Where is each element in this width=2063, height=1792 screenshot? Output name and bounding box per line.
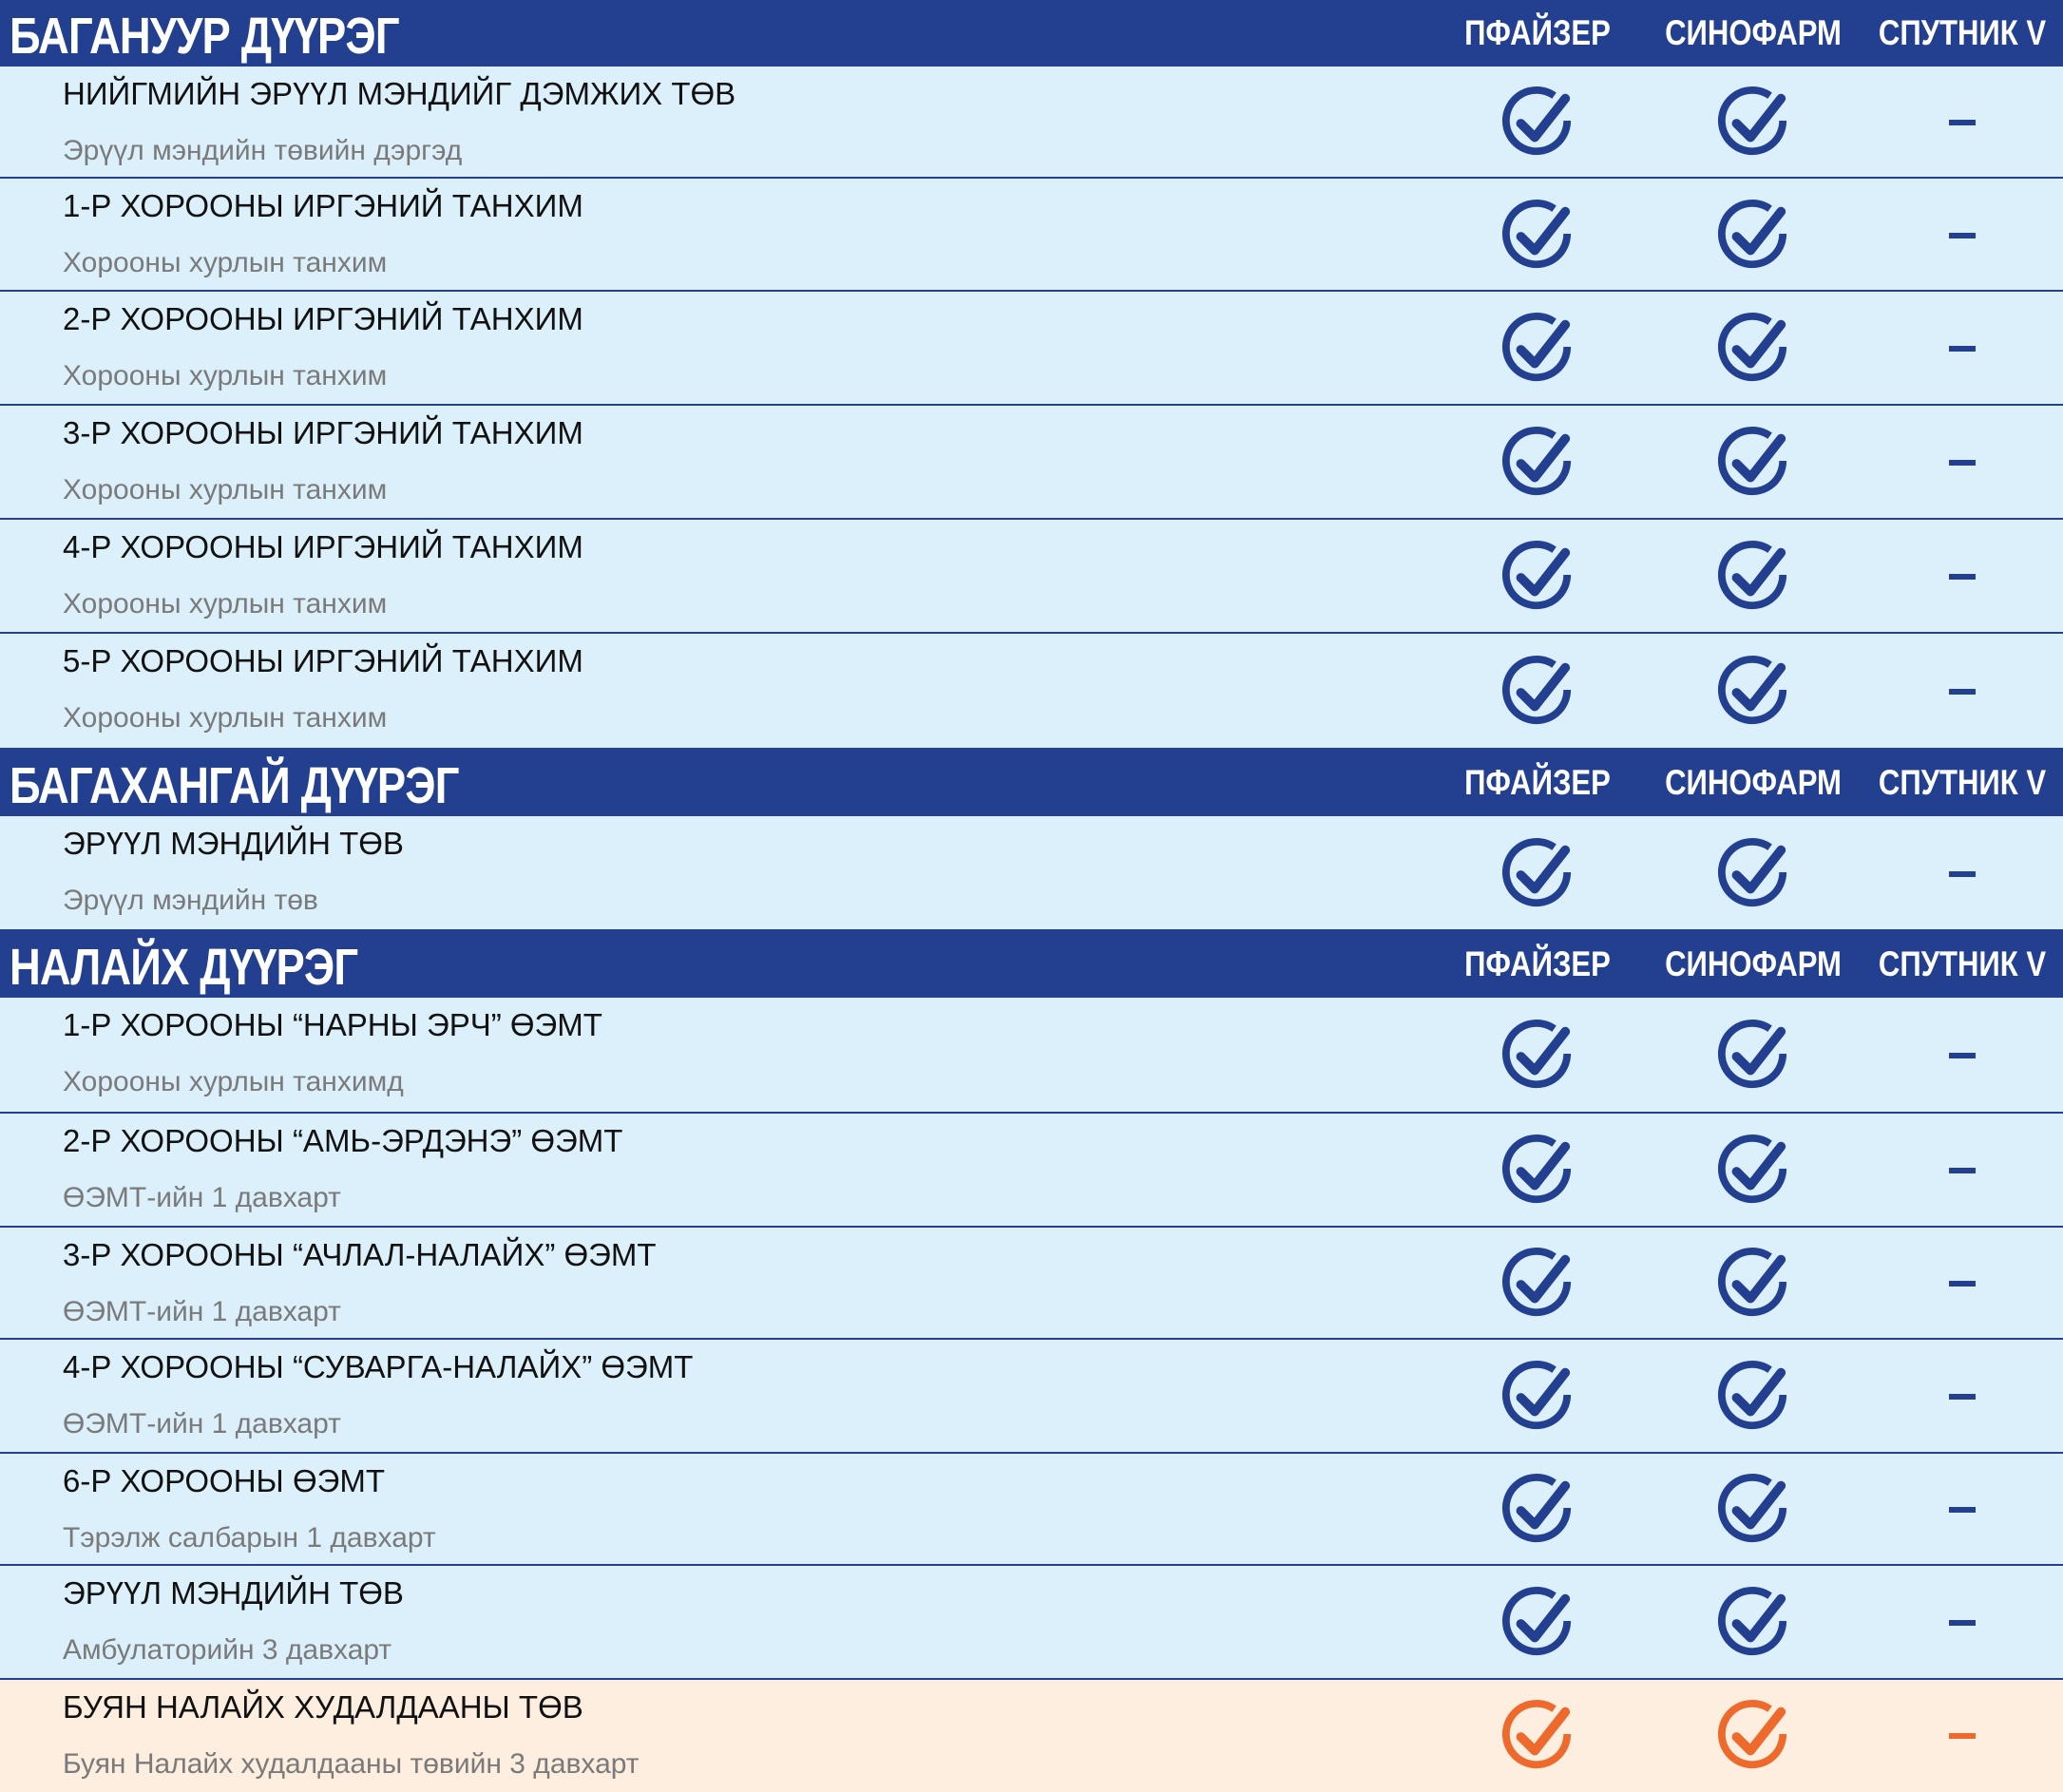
- check-circle-icon: [1716, 199, 1790, 273]
- vaccine-column-header: ПФАЙЗЕР: [1464, 763, 1611, 802]
- vaccine-column-header: ПФАЙЗЕР: [1464, 944, 1611, 983]
- site-name: 2-Р ХОРООНЫ ИРГЭНИЙ ТАНХИМ: [63, 301, 583, 336]
- check-circle-icon: [1500, 1247, 1575, 1321]
- vaccine-column-header: СПУТНИК V: [1878, 13, 2047, 52]
- check-circle-icon: [1716, 1134, 1790, 1208]
- dash-icon: [1949, 1507, 1976, 1513]
- check-circle-icon: [1500, 1134, 1575, 1208]
- site-location: Эрүүл мэндийн төвийн дэргэд: [63, 135, 463, 166]
- check-circle-icon: [1500, 655, 1575, 729]
- vaccine-column-header: СПУТНИК V: [1878, 763, 2047, 802]
- table-row: [0, 634, 2063, 750]
- site-name: 1-Р ХОРООНЫ ИРГЭНИЙ ТАНХИМ: [63, 188, 583, 223]
- table-row: [0, 179, 2063, 292]
- table-row: [0, 406, 2063, 520]
- dash-icon: [1949, 233, 1976, 238]
- site-location: Хорооны хурлын танхим: [63, 474, 388, 505]
- table-row: [0, 292, 2063, 406]
- site-name: 1-Р ХОРООНЫ “НАРНЫ ЭРЧ” ӨЭМТ: [63, 1007, 602, 1042]
- district-header: [0, 0, 2063, 67]
- check-circle-icon: [1500, 540, 1575, 614]
- check-circle-icon: [1500, 1699, 1575, 1773]
- table-row: [0, 1340, 2063, 1454]
- dash-icon: [1949, 1168, 1976, 1173]
- dash-icon: [1949, 1394, 1976, 1400]
- table-row: [0, 520, 2063, 634]
- table-row: [0, 67, 2063, 179]
- site-location: Хорооны хурлын танхим: [63, 247, 388, 278]
- dash-icon: [1949, 346, 1976, 352]
- check-circle-icon: [1500, 86, 1575, 160]
- check-circle-icon: [1500, 312, 1575, 386]
- dash-icon: [1949, 460, 1976, 466]
- check-circle-icon: [1500, 426, 1575, 500]
- dash-icon: [1949, 574, 1976, 580]
- table-row: [0, 1454, 2063, 1566]
- site-name: ЭРҮҮЛ МЭНДИЙН ТӨВ: [63, 1575, 404, 1611]
- site-name: 5-Р ХОРООНЫ ИРГЭНИЙ ТАНХИМ: [63, 643, 583, 678]
- site-location: Хорооны хурлын танхим: [63, 588, 388, 620]
- dash-icon: [1949, 1281, 1976, 1287]
- check-circle-icon: [1716, 837, 1790, 911]
- check-circle-icon: [1500, 1473, 1575, 1547]
- check-circle-icon: [1716, 426, 1790, 500]
- table-row: [0, 816, 2063, 931]
- site-location: Буян Налайх худалдааны төвийн 3 давхарт: [63, 1748, 640, 1780]
- table-row: [0, 1228, 2063, 1340]
- dash-icon: [1949, 689, 1976, 695]
- check-circle-icon: [1716, 86, 1790, 160]
- site-name: БУЯН НАЛАЙХ ХУДАЛДААНЫ ТӨВ: [63, 1689, 583, 1725]
- district-title: БАГАХАНГАЙ ДҮҮРЭГ: [10, 757, 459, 814]
- vaccine-column-header: СИНОФАРМ: [1665, 763, 1842, 802]
- site-name: 6-Р ХОРООНЫ ӨЭМТ: [63, 1463, 385, 1498]
- vaccine-column-header: ПФАЙЗЕР: [1464, 13, 1611, 52]
- district-header: [0, 931, 2063, 998]
- check-circle-icon: [1716, 312, 1790, 386]
- check-circle-icon: [1500, 1019, 1575, 1093]
- check-circle-icon: [1500, 1586, 1575, 1660]
- site-name: 4-Р ХОРООНЫ ИРГЭНИЙ ТАНХИМ: [63, 529, 583, 564]
- check-circle-icon: [1716, 1360, 1790, 1434]
- site-name: ЭРҮҮЛ МЭНДИЙН ТӨВ: [63, 826, 404, 861]
- check-circle-icon: [1500, 199, 1575, 273]
- site-name: 3-Р ХОРООНЫ ИРГЭНИЙ ТАНХИМ: [63, 415, 583, 450]
- dash-icon: [1949, 1053, 1976, 1058]
- table-row: [0, 998, 2063, 1114]
- site-location: Эрүүл мэндийн төв: [63, 885, 318, 916]
- vaccine-column-header: СПУТНИК V: [1878, 944, 2047, 983]
- table-row: [0, 1566, 2063, 1680]
- site-name: 3-Р ХОРООНЫ “АЧЛАЛ-НАЛАЙХ” ӨЭМТ: [63, 1237, 657, 1272]
- check-circle-icon: [1716, 540, 1790, 614]
- check-circle-icon: [1716, 1019, 1790, 1093]
- district-title: БАГАНУУР ДҮҮРЭГ: [10, 8, 399, 65]
- dash-icon: [1949, 1733, 1976, 1739]
- site-location: ӨЭМТ-ийн 1 давхарт: [63, 1408, 341, 1439]
- vaccine-column-header: СИНОФАРМ: [1665, 13, 1842, 52]
- site-location: ӨЭМТ-ийн 1 давхарт: [63, 1182, 341, 1213]
- dash-icon: [1949, 871, 1976, 877]
- site-name: 4-Р ХОРООНЫ “СУВАРГА-НАЛАЙХ” ӨЭМТ: [63, 1349, 694, 1384]
- check-circle-icon: [1716, 655, 1790, 729]
- site-location: Амбулаторийн 3 давхарт: [63, 1634, 392, 1666]
- check-circle-icon: [1500, 1360, 1575, 1434]
- check-circle-icon: [1716, 1473, 1790, 1547]
- site-location: Тэрэлж салбарын 1 давхарт: [63, 1522, 436, 1554]
- district-title: НАЛАЙХ ДҮҮРЭГ: [10, 939, 358, 996]
- vaccine-column-header: СИНОФАРМ: [1665, 944, 1842, 983]
- site-name: НИЙГМИЙН ЭРҮҮЛ МЭНДИЙГ ДЭМЖИХ ТӨВ: [63, 76, 736, 111]
- site-location: Хорооны хурлын танхимд: [63, 1066, 404, 1097]
- check-circle-icon: [1716, 1699, 1790, 1773]
- dash-icon: [1949, 120, 1976, 125]
- table-row: [0, 1114, 2063, 1228]
- site-location: ӨЭМТ-ийн 1 давхарт: [63, 1296, 341, 1327]
- check-circle-icon: [1500, 837, 1575, 911]
- site-location: Хорооны хурлын танхим: [63, 702, 388, 734]
- check-circle-icon: [1716, 1586, 1790, 1660]
- check-circle-icon: [1716, 1247, 1790, 1321]
- site-location: Хорооны хурлын танхим: [63, 360, 388, 391]
- district-header: [0, 750, 2063, 816]
- site-name: 2-Р ХОРООНЫ “АМЬ-ЭРДЭНЭ” ӨЭМТ: [63, 1123, 623, 1158]
- table-row: [0, 1680, 2063, 1792]
- dash-icon: [1949, 1620, 1976, 1626]
